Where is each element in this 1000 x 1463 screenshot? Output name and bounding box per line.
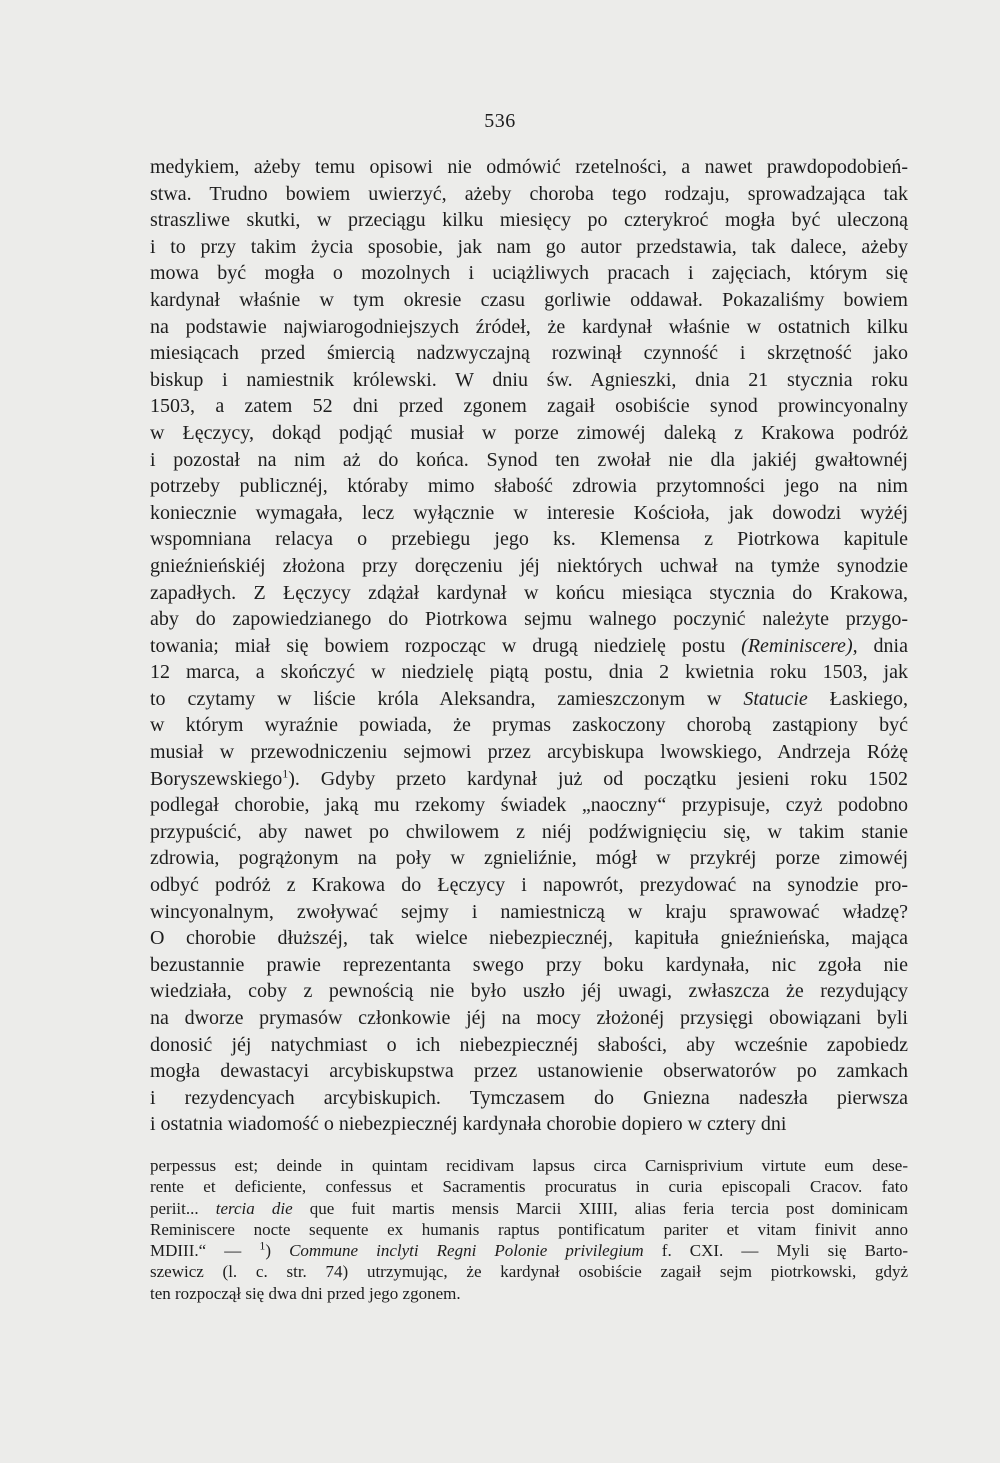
text-line (150, 633, 908, 660)
text-line: straszliwe skutki, w przeciągu kilku miesięcy po czterykroć mogła być uleczoną (150, 209, 908, 232)
text-line: podlegał chorobie, jaką mu rzekomy świadek „naoczny“ przypisuje, czyż podobno (150, 794, 908, 817)
line-text: que fuit martis mensis Marcii XIIII, alias feria tercia post dominicam (292, 1198, 908, 1218)
text-line: koniecznie wymagała, lecz wyłącznie w interesie Kościoła, jak dowodzi wyżéj (150, 501, 908, 524)
text-line: medykiem, ażeby temu opisowi nie odmówić rzetelności, a nawet prawdopodobień- (150, 156, 908, 178)
text-line: na podstawie najwiarogodniejszych źródeł, że kardynał właśnie w ostatnich kilku (150, 315, 908, 338)
text-line: wiedziała, coby z pewnością nie było uszło jéj uwagi, zwłaszcza że rezydujący (150, 980, 908, 1003)
text-line: i rezydencyach arcybiskupich. Tymczasem do Gniezna nadeszła pierwsza (150, 1086, 908, 1109)
text-line: bezustannie prawie reprezentanta swego przy boku kardynała, nic zgoła nie (150, 953, 908, 976)
text-line: odbyć podróż z Krakowa do Łęczycy i napowrót, prezydować na synodzie pro- (150, 874, 908, 897)
text-line: 1503, a zatem 52 dni przed zgonem zagaił osobiście synod prowincyonalny (150, 395, 908, 418)
text-line: aby do zapowiedzianego do Piotrkowa sejmu walnego poczynić należyte przygo- (150, 608, 908, 631)
text-line: donosić jéj natychmiast o ich niebezpiecznéj słabości, aby wcześnie zapobiedz (150, 1033, 908, 1056)
footnote-line (150, 1240, 908, 1261)
italic-text: (Reminiscere), (741, 634, 858, 657)
text-line: zapadłych. Z Łęczycy zdążał kardynał w końcu miesiąca stycznia do Krakowa, (150, 581, 908, 604)
text-line: gnieźnieńskiéj złożona przy doręczeniu jéj niektórych uchwał na tymże synodzie (150, 554, 908, 577)
text-line (150, 766, 908, 793)
text-line: O chorobie dłuższéj, tak wielce niebezpiecznéj, kapituła gnieźnieńska, mająca (150, 927, 908, 950)
line-text: to czytamy w liście króla Aleksandra, zamieszczonym w (150, 687, 744, 710)
text-line: miesiącach przed śmiercią nadzwyczajną rozwinął czynność i skrzętność jako (150, 342, 908, 365)
footnotes (150, 1155, 908, 1304)
italic-text: Statucie (743, 687, 808, 710)
text-line: wincyonalnym, zwoływać sejmy i namiestniczą w kraju sprawować władzę? (150, 900, 908, 923)
text-line: 12 marca, a skończyć w niedzielę piątą postu, dnia 2 kwietnia roku 1503, jak (150, 661, 908, 684)
line-text: periit... (150, 1198, 216, 1218)
line-text: Boryszewskiego (150, 767, 283, 790)
text-line: biskup i namiestnik królewski. W dniu św. Agnieszki, dnia 21 stycznia roku (150, 368, 908, 391)
line-text: MDIII.“ — (150, 1241, 260, 1261)
text-line: i ostatnia wiadomość o niebezpiecznéj kardynała chorobie dopiero w cztery dni (150, 1113, 787, 1136)
footnote-line: rente et deficiente, confessus et Sacramentis procuratus in curia episcopali Cracov. fato (150, 1177, 908, 1197)
footnote-marker: 1 (282, 766, 289, 780)
page-number: 536 (484, 110, 516, 132)
text-line: potrzeby publicznéj, któraby mimo słabość zdrowia przytomności jego na nim (150, 475, 908, 498)
line-text: ). Gdyby przeto kardynał już od początku jesieni roku 1502 (288, 767, 908, 790)
footnote-marker: 1 (259, 1238, 266, 1253)
footnote-line: perpessus est; deinde in quintam recidivam lapsus circa Carnisprivium virtute eum dese- (150, 1156, 908, 1175)
footnote-line: szewicz (l. c. str. 74) utrzymując, że kardynał osobiście zagaił sejm piotrkowski, gdyż (150, 1262, 908, 1282)
text-line: musiał w przewodniczeniu sejmowi przez arcybiskupa lwowskiego, Andrzeja Różę (150, 741, 908, 764)
text-line: kardynał właśnie w tym okresie czasu gorliwie oddawał. Pokazaliśmy bowiem (150, 288, 908, 311)
text-line: wspomniana relacya o przebiegu jego ks. Klemensa z Piotrkowa kapitule (150, 528, 908, 551)
line-text: ) (265, 1241, 290, 1261)
line-text: dnia (857, 634, 908, 657)
line-text: f. CXI. — Myli się Barto- (643, 1241, 908, 1261)
line-text: towania; miał się bowiem rozpocząc w drugą niedzielę postu (150, 634, 742, 657)
footnote-line: ten rozpoczął się dwa dni przed jego zgonem. (150, 1283, 461, 1303)
italic-text: Commune inclyti Regni Polonie privilegium (289, 1241, 644, 1261)
text-line (150, 686, 908, 713)
italic-text: tercia die (215, 1198, 293, 1218)
main-text (150, 154, 908, 1138)
text-line: w którym wyraźnie powiada, że prymas zaskoczony chorobą zastąpiony być (150, 714, 908, 737)
text-line: stwa. Trudno bowiem uwierzyć, ażeby choroba tego rodzaju, sprowadzająca tak (150, 182, 908, 205)
text-line: mogła dewastacyi arcybiskupstwa przez ustanowienie obserwatorów po zamkach (150, 1060, 908, 1083)
text-line: i to przy takim życia sposobie, jak nam go autor przedstawia, tak dalece, ażeby (150, 235, 908, 258)
text-line: mowa być mogła o mozolnych i uciążliwych pracach i zajęciach, którym się (150, 262, 908, 285)
footnote-line: Reminiscere nocte sequente ex humanis raptus pontificatum pariter et vitam finivit anno (150, 1219, 908, 1239)
text-line: i pozostał na nim aż do końca. Synod ten zwołał nie dla jakiéj gwałtownéj (150, 448, 908, 471)
footnote-line (150, 1198, 908, 1219)
text-line: w Łęczycy, dokąd podjąć musiał w porze zimowéj daleką z Krakowa podróż (150, 421, 908, 444)
text-line: przypuścić, aby nawet po chwilowem z niéj podźwignięciu się, w takim stanie (150, 820, 908, 843)
text-line: na dworze prymasów członkowie jéj na mocy złożonéj przysięgi obowiązani byli (150, 1007, 908, 1029)
text-line: zdrowia, pogrążonym na poły w zgnieliźnie, mógł w przykréj porze zimowéj (150, 847, 908, 870)
line-text: Łaskiego, (807, 687, 908, 710)
